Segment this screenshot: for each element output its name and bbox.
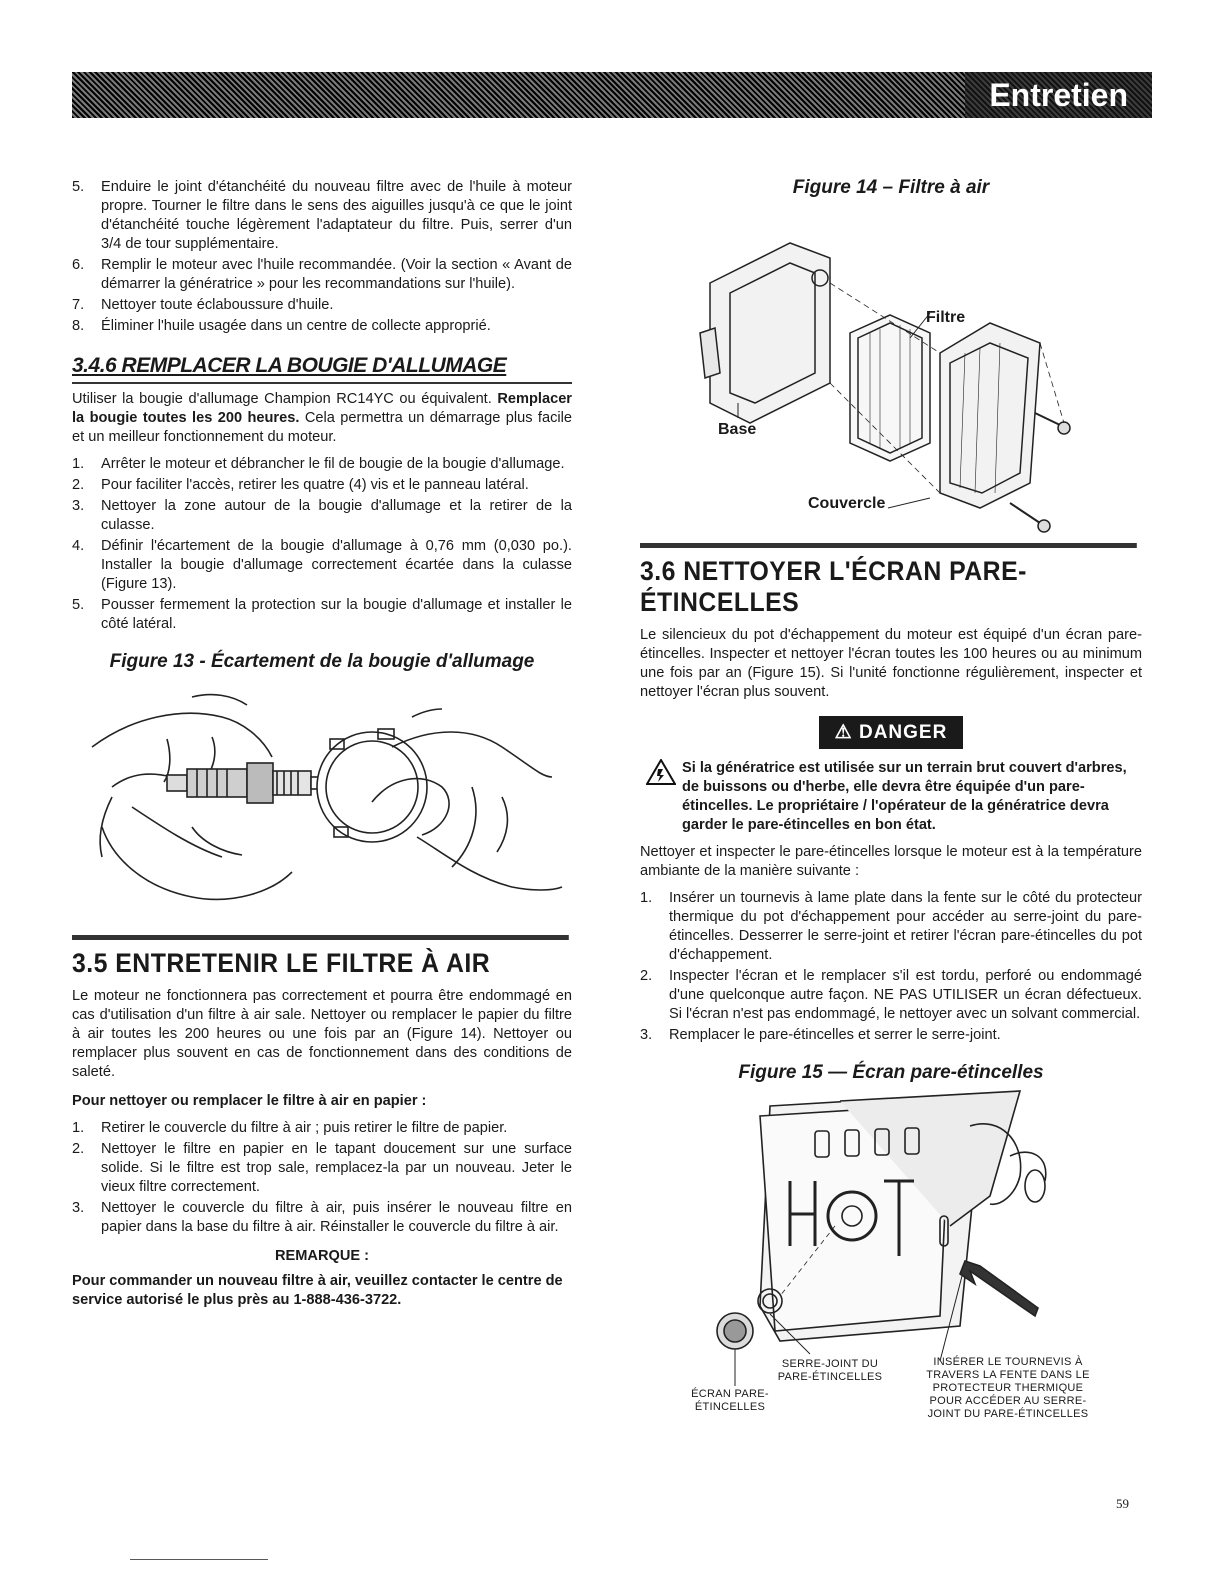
spark-plug-intro: Utiliser la bougie d'allumage Champion RC14YC ou équivalent. Remplacer la bougie toutes les 200 heures. Cela permettra un démarrage plus facile et un meilleur fonctionnement du moteur. (72, 391, 572, 445)
spark-arrester-heading: 3.6 NETTOYER L'ÉCRAN PARE-ÉTINCELLES (640, 543, 1137, 618)
label-clamp: SERRE-JOINT DU PARE-ÉTINCELLES (777, 1358, 883, 1383)
danger-banner (640, 716, 1142, 749)
section-title: Entretien (965, 72, 1152, 118)
spark-arrester-intro: Le silencieux du pot d'échappement du moteur est équipé d'un écran pare-étincelles. Inspecter et nettoyer l'écran toutes les 100 heures ou au minimum une fois par an (Figure 15). Si l'unité fonctionne régulièrement, inspecter et nettoyer l'écran plus souvent. (640, 627, 1142, 700)
list-item: 4. Définir l'écartement de la bougie d'allumage à 0,76 mm (0,030 po.). Installer la bougie d'allumage correctement écartée dans la culasse (Figure 13). (72, 538, 572, 592)
spark-arrester-steps (640, 889, 1142, 1045)
list-item: 5. Pousser fermement la protection sur la bougie d'allumage et installer le côté latéral. (72, 597, 572, 632)
list-item: 2. Inspecter l'écran et le remplacer s'il est tordu, perforé ou endommagé d'une quelconque autre façon. NE PAS UTILISER un écran défectueux. Si l'écran n'est pas endommagé, le nettoyer avec un solvant commercial. (640, 968, 1142, 1022)
list-item: 1. Arrêter le moteur et débrancher le fil de bougie de la bougie d'allumage. (72, 456, 565, 472)
spark-plug-illustration (72, 677, 572, 917)
list-item: 5. Enduire le joint d'étanchéité du nouveau filtre avec de l'huile à moteur propre. Tourner le filtre dans le sens des aiguilles jusqu'à ce que le joint d'étanchéité touche légèrement l'adaptateur du filtre. Puis, serrer d'un 3/4 de tour supplémentaire. (72, 179, 572, 252)
page-number: 59 (1116, 1496, 1129, 1511)
figure-14-air-filter (640, 203, 1142, 543)
oil-steps-list (72, 178, 572, 336)
left-column (72, 178, 572, 1310)
right-column (640, 178, 1142, 1446)
list-item: 2. Nettoyer le filtre en papier en le tapant doucement sur une surface solide. Si le filtre est trop sale, remplacez-la par un nouveau. Jeter le vieux filtre correctement. (72, 1141, 572, 1195)
air-steps-list (72, 1119, 572, 1237)
list-item: 6. Remplir le moteur avec l'huile recommandée. (Voir la section « Avant de démarrer la génératrice » pour les recommandations sur l'huile). (72, 257, 572, 292)
label-base: Base (718, 421, 757, 438)
warning-triangle-icon (646, 759, 676, 785)
list-item: 1. Retirer le couvercle du filtre à air ; puis retirer le filtre de papier. (72, 1120, 508, 1136)
label-couvercle: Couvercle (808, 495, 886, 512)
figure-14-caption: Figure 14 – Filtre à air (792, 177, 990, 198)
list-item: 2. Pour faciliter l'accès, retirer les quatre (4) vis et le panneau latéral. (72, 477, 529, 493)
list-item: 3. Nettoyer le couvercle du filtre à air, puis insérer le nouveau filtre en papier dans la base du filtre à air. Réinstaller le couvercle du filtre à air. (72, 1200, 572, 1235)
air-filter-heading: 3.5 ENTRETENIR LE FILTRE À AIR (72, 935, 569, 979)
footer-rule (130, 1559, 268, 1560)
spark-plug-heading: 3.4.6 REMPLACER LA BOUGIE D'ALLUMAGE (72, 354, 572, 384)
danger-badge: ⚠ DANGER (819, 716, 964, 749)
figure-13-spark-plug-gap (72, 677, 572, 917)
figure-13-caption: Figure 13 - Écartement de la bougie d'allumage (109, 651, 535, 672)
air-filter-subheading: Pour nettoyer ou remplacer le filtre à air en papier : (72, 1093, 427, 1109)
note-text: Pour commander un nouveau filtre à air, veuillez contacter le centre de service autorisé le plus près au 1-888-436-3722. (72, 1273, 563, 1308)
list-item: 3. Remplacer le pare-étincelles et serrer le serre-joint. (640, 1027, 1001, 1043)
list-item: 3. Nettoyer la zone autour de la bougie d'allumage et la retirer de la culasse. (72, 498, 572, 533)
air-filter-illustration (640, 203, 1142, 543)
figure-15-caption: Figure 15 — Écran pare-étincelles (738, 1062, 1044, 1083)
label-insert: INSÉRER LE TOURNEVIS À TRAVERS LA FENTE DANS LE PROTECTEUR THERMIQUE POUR ACCÉDER AU SERRE-JOINT DU PARE-ÉTINCELLES (926, 1356, 1090, 1420)
note-title: REMARQUE : (274, 1248, 370, 1264)
header-bar (72, 72, 1152, 118)
spark-arrester-lead: Nettoyer et inspecter le pare-étincelles lorsque le moteur est à la température ambiante de la manière suivante : (640, 844, 1142, 879)
list-item: 1. Insérer un tournevis à lame plate dans la fente sur le côté du protecteur thermique du pot d'échappement pour accéder au serre-joint du pare-étincelles. Desserrer le serre-joint et retirer l'écran pare-étincelles du pot d'échappement. (640, 890, 1142, 963)
list-item: 7. Nettoyer toute éclaboussure d'huile. (72, 297, 334, 313)
spark-steps-list (72, 455, 572, 634)
air-filter-intro: Le moteur ne fonctionnera pas correctement et pourra être endommagé en cas d'utilisation d'un filtre à air sale. Nettoyer ou remplacer le papier du filtre à air toutes les 200 heures ou une fois par an (Figure 14). Nettoyer ou remplacer plus souvent en cas de fonctionnement dans des conditions de saleté. (72, 988, 572, 1080)
label-screen: ÉCRAN PARE-ÉTINCELLES (691, 1388, 769, 1413)
list-item: 8. Éliminer l'huile usagée dans un centre de collecte approprié. (72, 318, 491, 334)
danger-warning: Si la génératrice est utilisée sur un terrain brut couvert d'arbres, de buissons ou d'herbe, elle devra être équipée d'un pare-étincelles. Le propriétaire / l'opérateur de la génératrice devra garder le pare-étincelles en bon état. (640, 759, 1142, 835)
label-filtre: Filtre (926, 309, 966, 326)
figure-15-spark-screen (640, 1086, 1142, 1446)
